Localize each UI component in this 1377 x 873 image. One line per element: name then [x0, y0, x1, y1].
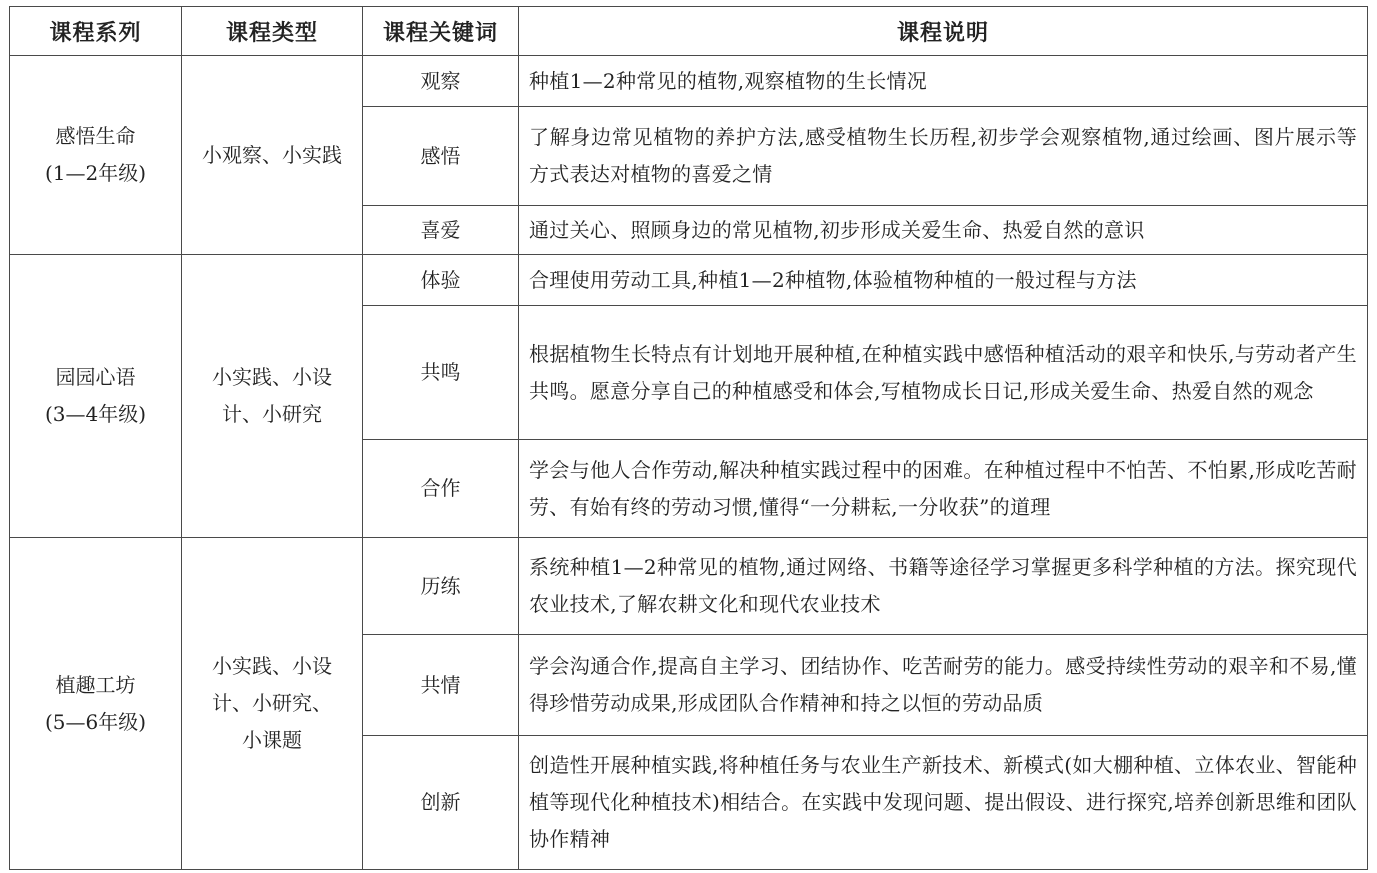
- description-cell: 创造性开展种植实践,将种植任务与农业生产新技术、新模式(如大棚种植、立体农业、智能种植等现代化种植技术)相结合。在实践中发现问题、提出假设、进行探究,培养创新思维和团队协作精神: [519, 736, 1368, 870]
- keyword-cell: 体验: [363, 255, 519, 306]
- keyword-cell: 创新: [363, 736, 519, 870]
- keyword-cell: 观察: [363, 56, 519, 107]
- series-cell: [10, 538, 182, 870]
- description-cell: 合理使用劳动工具,种植1—2种植物,体验植物种植的一般过程与方法: [519, 255, 1368, 306]
- header-series: 课程系列: [10, 7, 182, 56]
- series-name: 植趣工坊: [55, 672, 136, 697]
- series-cell: [10, 56, 182, 255]
- description-cell: 通过关心、照顾身边的常见植物,初步形成关爱生命、热爱自然的意识: [519, 206, 1368, 255]
- series-name: 感悟生命: [55, 124, 136, 148]
- type-cell: 小实践、小设计、小研究: [182, 255, 363, 538]
- description-cell: 了解身边常见植物的养护方法,感受植物生长历程,初步学会观察植物,通过绘画、图片展示等方式表达对植物的喜爱之情: [519, 107, 1368, 206]
- curriculum-table: [9, 6, 1368, 870]
- keyword-cell: 喜爱: [363, 206, 519, 255]
- table-row: [10, 538, 1368, 635]
- table-row: [10, 56, 1368, 107]
- keyword-cell: 合作: [363, 440, 519, 538]
- type-cell: 小观察、小实践: [182, 56, 363, 255]
- description-cell: 系统种植1—2种常见的植物,通过网络、书籍等途径学习掌握更多科学种植的方法。探究现代农业技术,了解农耕文化和现代农业技术: [519, 538, 1368, 635]
- keyword-cell: 历练: [363, 538, 519, 635]
- series-grade: (1—2年级): [44, 161, 147, 185]
- table-header-row: [10, 7, 1368, 56]
- header-description: 课程说明: [519, 7, 1368, 56]
- keyword-cell: 共情: [363, 635, 519, 736]
- type-cell: 小实践、小设计、小研究、小课题: [182, 538, 363, 870]
- header-type: 课程类型: [182, 7, 363, 56]
- table-row: [10, 255, 1368, 306]
- description-cell: 根据植物生长特点有计划地开展种植,在种植实践中感悟种植活动的艰辛和快乐,与劳动者产生共鸣。愿意分享自己的种植感受和体会,写植物成长日记,形成关爱生命、热爱自然的观念: [519, 306, 1368, 440]
- keyword-cell: 共鸣: [363, 306, 519, 440]
- series-grade: (5—6年级): [44, 709, 147, 734]
- description-cell: 学会沟通合作,提高自主学习、团结协作、吃苦耐劳的能力。感受持续性劳动的艰辛和不易,懂得珍惜劳动成果,形成团队合作精神和持之以恒的劳动品质: [519, 635, 1368, 736]
- series-grade: (3—4年级): [44, 402, 147, 426]
- header-keyword: 课程关键词: [363, 7, 519, 56]
- description-cell: 种植1—2种常见的植物,观察植物的生长情况: [519, 56, 1368, 107]
- keyword-cell: 感悟: [363, 107, 519, 206]
- description-cell: 学会与他人合作劳动,解决种植实践过程中的困难。在种植过程中不怕苦、不怕累,形成吃苦耐劳、有始有终的劳动习惯,懂得“一分耕耘,一分收获”的道理: [519, 440, 1368, 538]
- series-cell: [10, 255, 182, 538]
- series-name: 园园心语: [55, 365, 136, 389]
